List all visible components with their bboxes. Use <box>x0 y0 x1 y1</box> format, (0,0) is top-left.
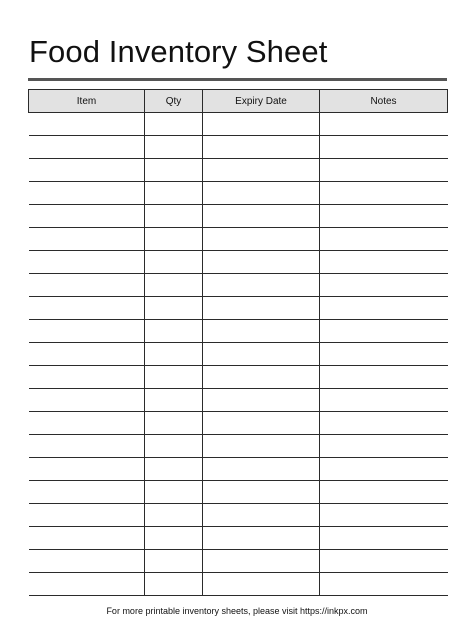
table-cell[interactable] <box>203 228 320 251</box>
title-rule <box>28 78 447 81</box>
sheet-title: Food Inventory Sheet <box>29 34 328 69</box>
table-cell[interactable] <box>29 136 145 159</box>
table-row <box>29 366 448 389</box>
table-row <box>29 274 448 297</box>
table-cell[interactable] <box>203 366 320 389</box>
table-cell[interactable] <box>29 389 145 412</box>
table-cell[interactable] <box>145 504 203 527</box>
column-header-expiry-date: Expiry Date <box>203 90 320 113</box>
table-row <box>29 458 448 481</box>
table-cell[interactable] <box>203 550 320 573</box>
table-cell[interactable] <box>320 527 448 550</box>
table-row <box>29 389 448 412</box>
table-body <box>29 113 448 596</box>
table-cell[interactable] <box>320 550 448 573</box>
table-cell[interactable] <box>29 481 145 504</box>
column-header-item: Item <box>29 90 145 113</box>
table-cell[interactable] <box>203 527 320 550</box>
table-cell[interactable] <box>145 458 203 481</box>
table-cell[interactable] <box>320 205 448 228</box>
table-row <box>29 251 448 274</box>
table-row <box>29 412 448 435</box>
table-cell[interactable] <box>320 343 448 366</box>
table-cell[interactable] <box>145 366 203 389</box>
table-cell[interactable] <box>29 159 145 182</box>
table-cell[interactable] <box>145 274 203 297</box>
table-cell[interactable] <box>320 573 448 596</box>
table-cell[interactable] <box>203 136 320 159</box>
table-row <box>29 205 448 228</box>
table-cell[interactable] <box>320 297 448 320</box>
table-cell[interactable] <box>203 504 320 527</box>
table-cell[interactable] <box>145 573 203 596</box>
table-row <box>29 297 448 320</box>
table-cell[interactable] <box>203 320 320 343</box>
table-cell[interactable] <box>320 182 448 205</box>
table-cell[interactable] <box>203 389 320 412</box>
table-cell[interactable] <box>320 159 448 182</box>
table-row <box>29 527 448 550</box>
table-cell[interactable] <box>29 435 145 458</box>
table-row <box>29 113 448 136</box>
table-cell[interactable] <box>145 205 203 228</box>
table-cell[interactable] <box>29 274 145 297</box>
table-cell[interactable] <box>320 113 448 136</box>
table-cell[interactable] <box>145 320 203 343</box>
table-cell[interactable] <box>320 274 448 297</box>
inventory-table <box>28 89 448 596</box>
table-cell[interactable] <box>29 343 145 366</box>
table-cell[interactable] <box>203 274 320 297</box>
table-cell[interactable] <box>203 343 320 366</box>
table-cell[interactable] <box>145 527 203 550</box>
table-cell[interactable] <box>203 205 320 228</box>
table-cell[interactable] <box>145 343 203 366</box>
table-row <box>29 573 448 596</box>
table-cell[interactable] <box>145 228 203 251</box>
column-header-qty: Qty <box>145 90 203 113</box>
table-cell[interactable] <box>145 136 203 159</box>
table-cell[interactable] <box>145 159 203 182</box>
table-cell[interactable] <box>29 228 145 251</box>
table-cell[interactable] <box>145 297 203 320</box>
table-cell[interactable] <box>320 435 448 458</box>
table-row <box>29 159 448 182</box>
table-cell[interactable] <box>29 205 145 228</box>
table-row <box>29 481 448 504</box>
table-header-row <box>29 90 448 113</box>
column-header-notes: Notes <box>320 90 448 113</box>
table-cell[interactable] <box>29 504 145 527</box>
table-cell[interactable] <box>203 297 320 320</box>
table-cell[interactable] <box>145 251 203 274</box>
table-cell[interactable] <box>29 527 145 550</box>
table-row <box>29 550 448 573</box>
table-cell[interactable] <box>320 366 448 389</box>
table-row <box>29 320 448 343</box>
table-cell[interactable] <box>320 251 448 274</box>
table-cell[interactable] <box>203 159 320 182</box>
table-cell[interactable] <box>203 435 320 458</box>
table-cell[interactable] <box>203 251 320 274</box>
table-cell[interactable] <box>203 412 320 435</box>
footer-note: For more printable inventory sheets, please visit https://inkpx.com <box>106 606 368 616</box>
table-cell[interactable] <box>29 251 145 274</box>
table-cell[interactable] <box>29 573 145 596</box>
table-cell[interactable] <box>320 320 448 343</box>
table-cell[interactable] <box>145 412 203 435</box>
table-row <box>29 504 448 527</box>
table-cell[interactable] <box>203 182 320 205</box>
table-row <box>29 435 448 458</box>
table-cell[interactable] <box>145 389 203 412</box>
table-cell[interactable] <box>29 320 145 343</box>
table-cell[interactable] <box>320 458 448 481</box>
table-cell[interactable] <box>203 458 320 481</box>
table-cell[interactable] <box>145 113 203 136</box>
table-row <box>29 343 448 366</box>
table-cell[interactable] <box>29 550 145 573</box>
table-cell[interactable] <box>145 550 203 573</box>
table-cell[interactable] <box>203 481 320 504</box>
table-cell[interactable] <box>145 481 203 504</box>
table-cell[interactable] <box>320 389 448 412</box>
table-cell[interactable] <box>29 412 145 435</box>
table-cell[interactable] <box>145 435 203 458</box>
table-cell[interactable] <box>203 573 320 596</box>
table-cell[interactable] <box>29 113 145 136</box>
table-cell[interactable] <box>320 136 448 159</box>
table-row <box>29 136 448 159</box>
table-cell[interactable] <box>29 458 145 481</box>
table-cell[interactable] <box>203 113 320 136</box>
table-cell[interactable] <box>320 481 448 504</box>
table-cell[interactable] <box>320 504 448 527</box>
table-row <box>29 228 448 251</box>
table-cell[interactable] <box>29 182 145 205</box>
table-cell[interactable] <box>320 412 448 435</box>
table-row <box>29 182 448 205</box>
table-cell[interactable] <box>320 228 448 251</box>
table-cell[interactable] <box>29 366 145 389</box>
table-cell[interactable] <box>145 182 203 205</box>
table-cell[interactable] <box>29 297 145 320</box>
